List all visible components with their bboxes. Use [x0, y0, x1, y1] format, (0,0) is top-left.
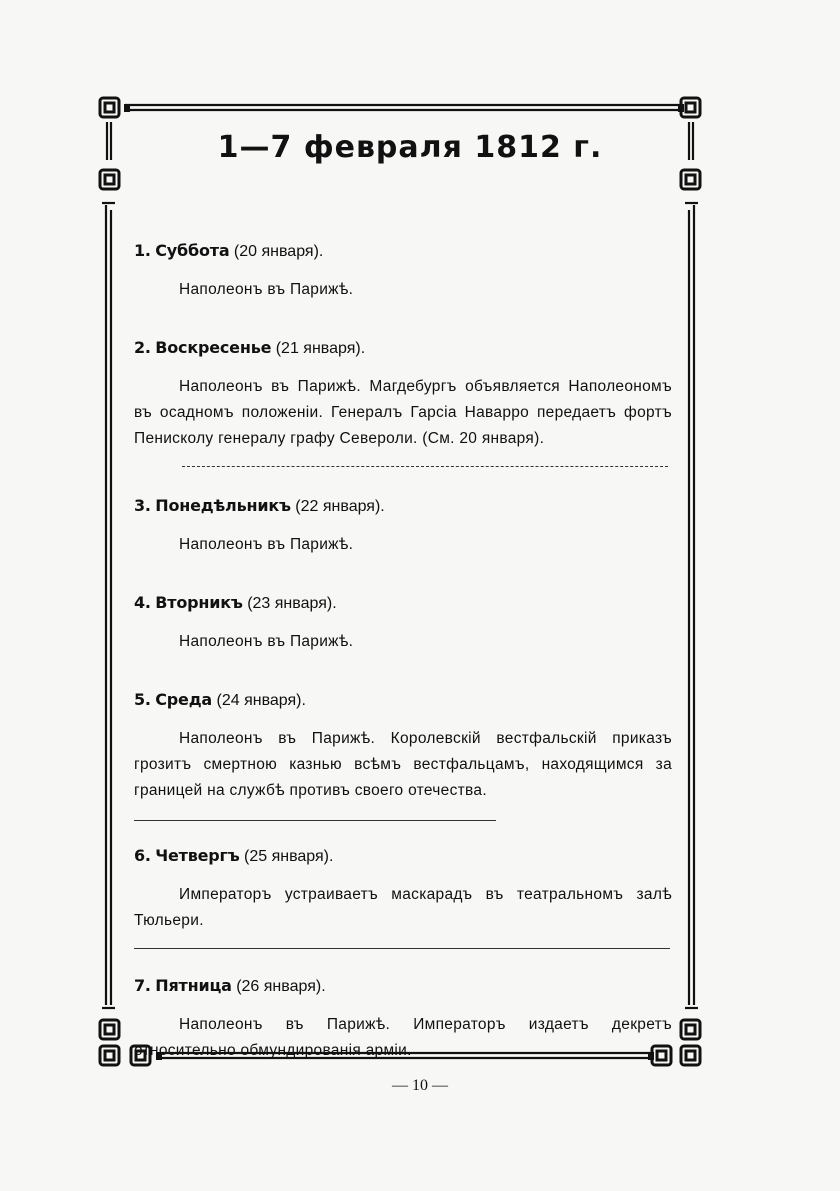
entry-text: Наполеонъ въ Парижѣ. Императоръ издаетъ декретъ относительно обмундированія арміи. [134, 1016, 672, 1059]
entry-date: (24 января). [216, 692, 306, 709]
entry-text: Наполеонъ въ Парижѣ. [179, 536, 354, 553]
entry-number: 1. [134, 241, 151, 260]
entry-heading [134, 975, 672, 998]
entry-4 [134, 592, 672, 655]
divider [182, 466, 668, 467]
entry-date: (25 января). [244, 848, 334, 865]
entry-1 [134, 240, 672, 303]
entry-3 [134, 495, 672, 558]
entry-date: (23 января). [247, 595, 337, 612]
entries-list [134, 240, 672, 1064]
entry-number: 4. [134, 593, 151, 612]
page-number: — 10 — [392, 1077, 448, 1094]
entry-heading [134, 592, 672, 615]
entry-5 [134, 689, 672, 804]
entry-heading [134, 337, 672, 360]
entry-text: Наполеонъ въ Парижѣ. [179, 281, 354, 298]
entry-weekday: Суббота [155, 241, 230, 260]
entry-number: 5. [134, 690, 151, 709]
entry-text: Наполеонъ въ Парижѣ. [179, 633, 354, 650]
page-title: 1—7 февраля 1812 г. [217, 130, 603, 165]
entry-text: Наполеонъ въ Парижѣ. Королевскій вестфальскій приказъ грозитъ смертною казнью всѣмъ вестфальцамъ, находящимся за границей на службѣ противъ своего отечества. [134, 730, 672, 799]
entry-weekday: Воскресенье [155, 338, 272, 357]
entry-text: Наполеонъ въ Парижѣ. Магдебургъ объявляется Наполеономъ въ осадномъ положеніи. Генералъ Гарсіа Наварро передаетъ фортъ Пенисколу генералу графу Североли. (См. 20 января). [134, 378, 672, 447]
entry-date: (26 января). [236, 978, 326, 995]
entry-weekday: Вторникъ [155, 593, 243, 612]
entry-heading [134, 495, 672, 518]
entry-number: 2. [134, 338, 151, 357]
entry-text: Императоръ устраиваетъ маскарадъ въ театральномъ залѣ Тюльери. [134, 886, 672, 929]
entry-date: (21 января). [275, 340, 366, 357]
entry-7 [134, 975, 672, 1064]
entry-heading [134, 845, 672, 868]
divider [134, 820, 496, 821]
entry-weekday: Четвергъ [155, 846, 240, 865]
entry-heading [134, 689, 672, 712]
entry-date: (20 января). [233, 243, 324, 260]
entry-weekday: Среда [155, 690, 213, 709]
entry-6 [134, 845, 672, 934]
entry-number: 3. [134, 496, 151, 515]
divider [134, 948, 670, 949]
entry-date: (22 января). [295, 498, 385, 515]
entry-number: 6. [134, 846, 151, 865]
entry-2 [134, 337, 672, 452]
entry-weekday: Понедѣльникъ [155, 496, 291, 515]
entry-number: 7. [134, 976, 151, 995]
entry-heading [134, 240, 672, 263]
entry-weekday: Пятница [155, 976, 232, 995]
